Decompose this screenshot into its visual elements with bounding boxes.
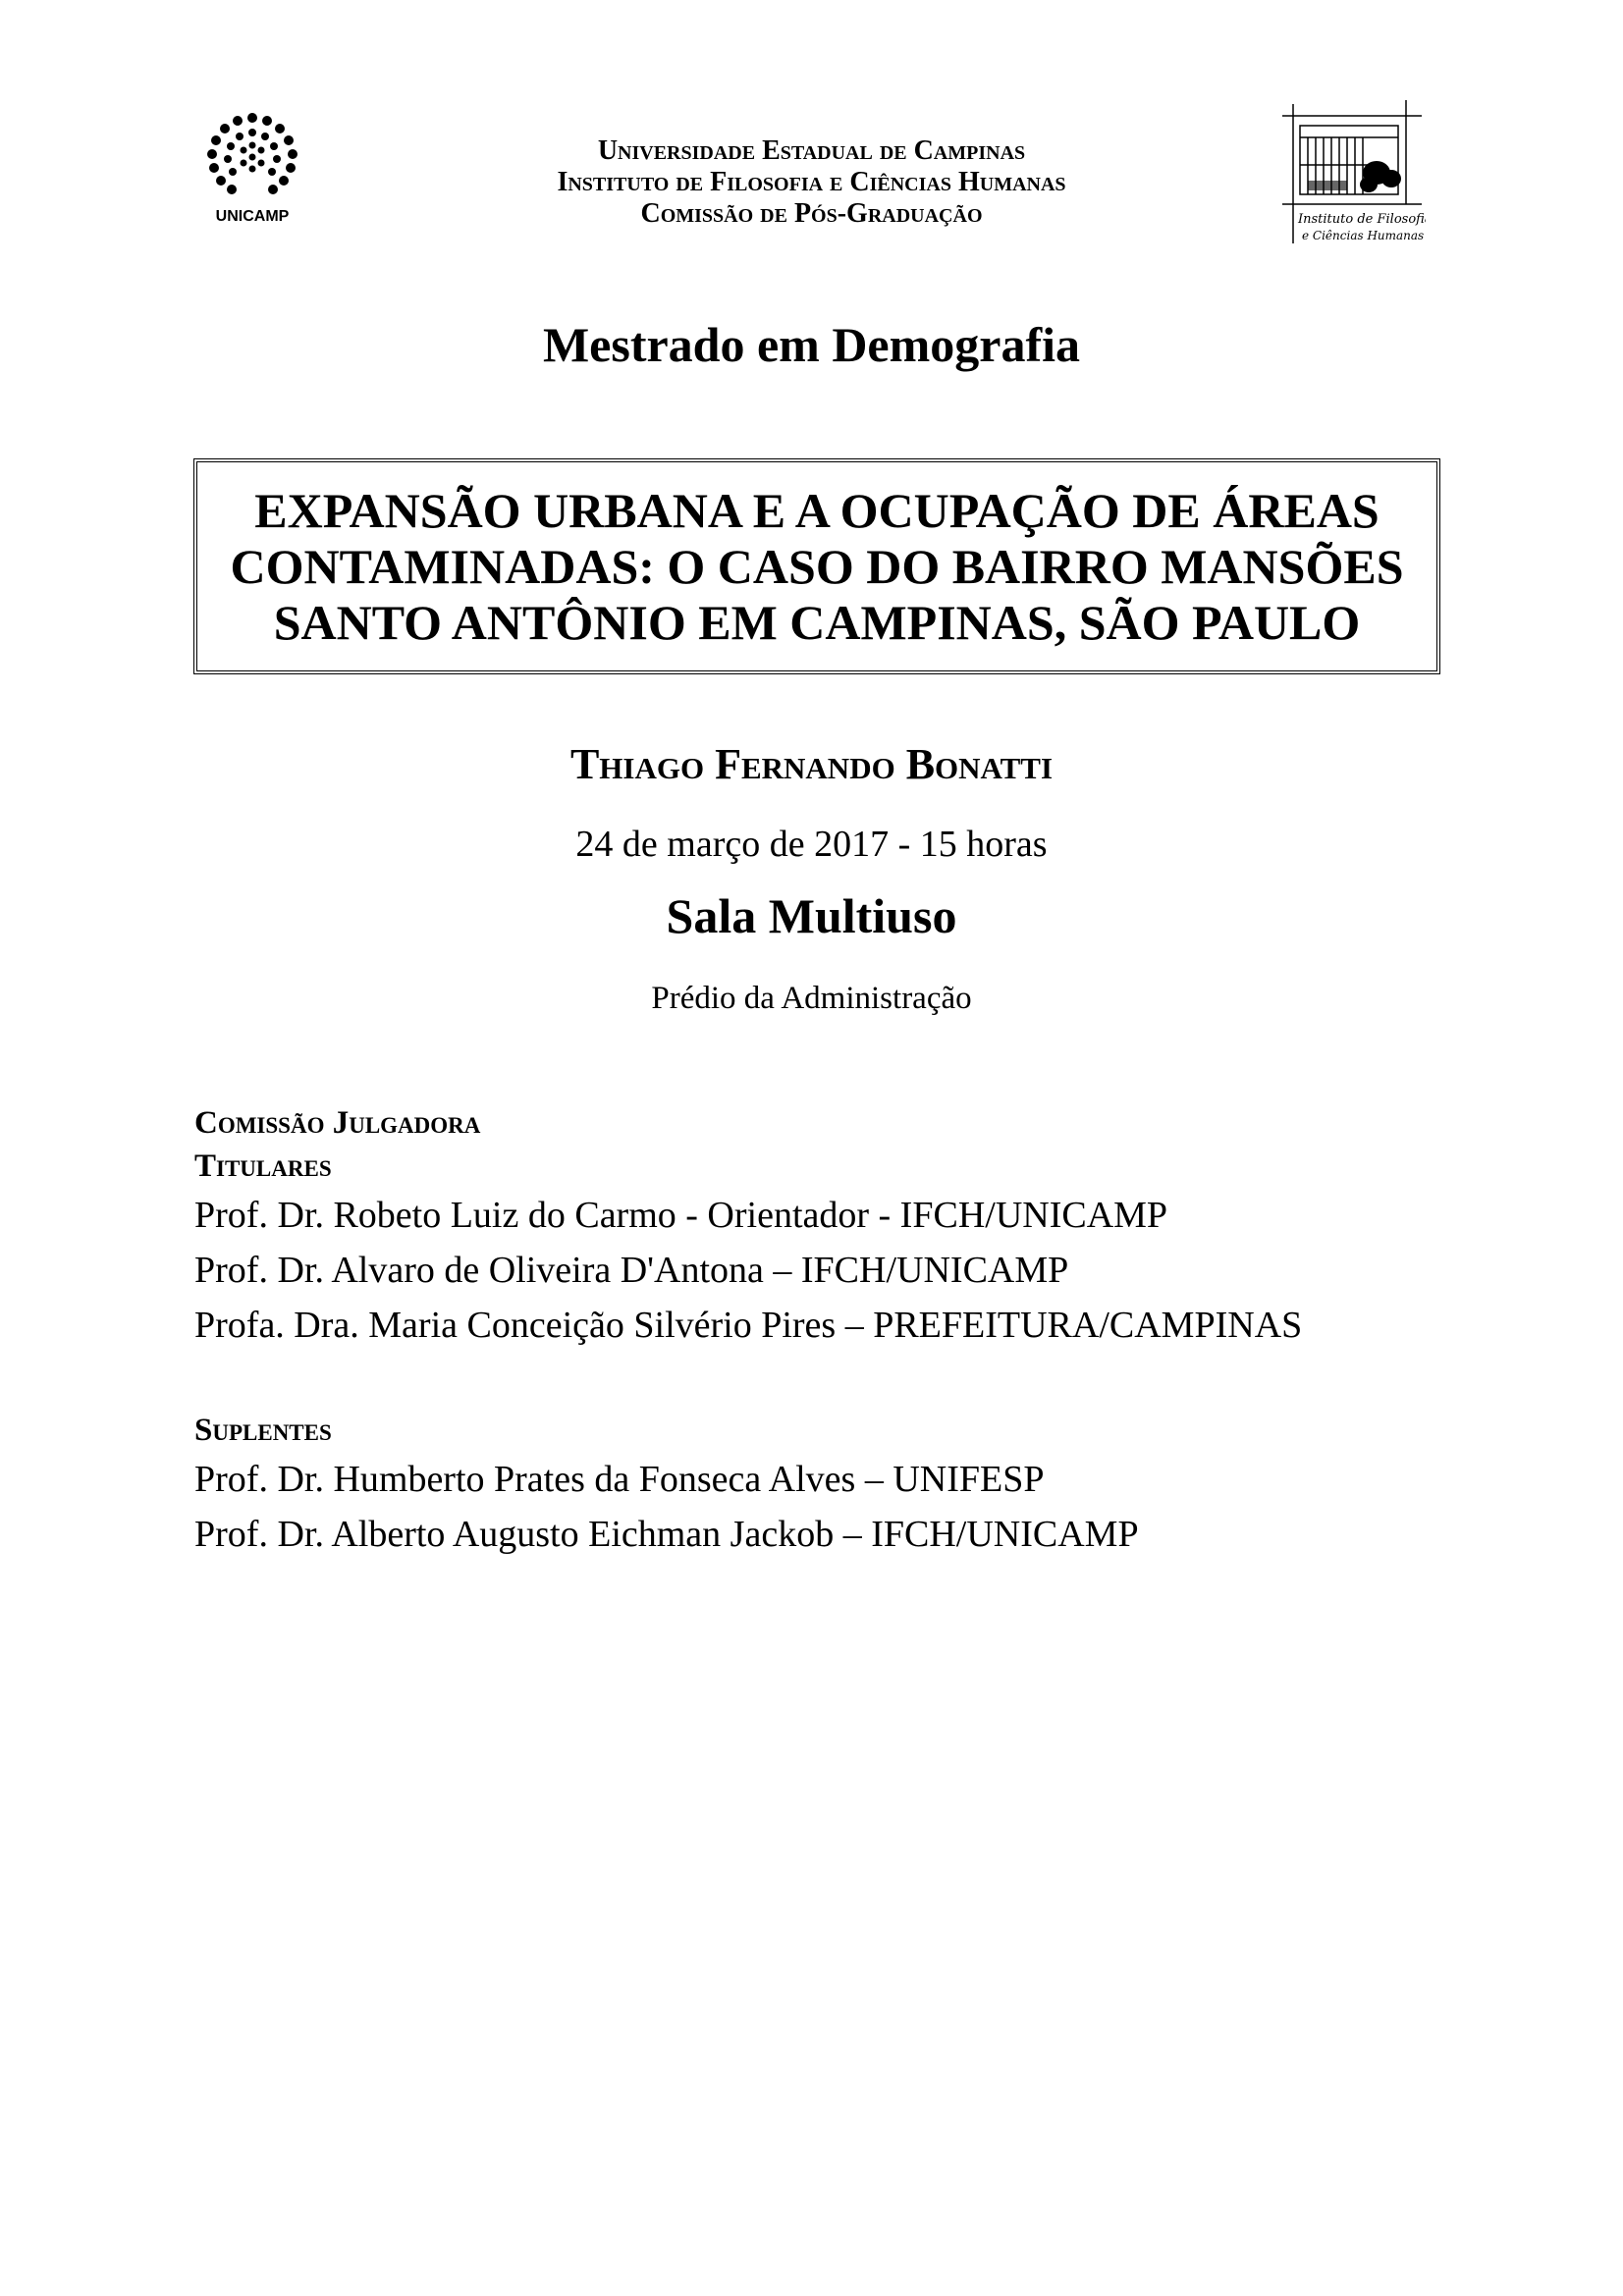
ifch-building-icon <box>1278 96 1426 251</box>
examining-committee <box>194 1101 1471 1562</box>
thesis-title-line: CONTAMINADAS: O CASO DO BAIRRO MANSÕES <box>230 538 1404 594</box>
titular-member: Profa. Dra. Maria Conceição Silvério Pires – PREFEITURA/CAMPINAS <box>194 1305 1303 1346</box>
thesis-title <box>231 483 1404 651</box>
section-spacer <box>194 1353 1471 1409</box>
thesis-title-box <box>193 458 1440 674</box>
university-name: Universidade Estadual de Campinas <box>597 135 1026 166</box>
room-name: Sala Multiuso <box>666 888 957 943</box>
thesis-title-line: SANTO ANTÔNIO EM CAMPINAS, SÃO PAULO <box>273 594 1361 650</box>
commission-name: Comissão de Pós-Graduação <box>640 198 983 229</box>
ifch-logo-text-line1: Instituto de Filosofia <box>1298 212 1426 227</box>
ifch-logo-text-line2: e Ciências Humanas <box>1302 229 1425 242</box>
building-name: Prédio da Administração <box>651 981 972 1016</box>
suplente-member: Prof. Dr. Alberto Augusto Eichman Jackob – IFCH/UNICAMP <box>194 1514 1139 1555</box>
thesis-title-line: EXPANSÃO URBANA E A OCUPAÇÃO DE ÁREAS <box>254 482 1380 538</box>
suplente-member: Prof. Dr. Humberto Prates da Fonseca Alves – UNIFESP <box>194 1459 1045 1500</box>
titular-member: Prof. Dr. Alvaro de Oliveira D'Antona – IFCH/UNICAMP <box>194 1250 1069 1291</box>
committee-heading: Comissão Julgadora <box>194 1105 481 1141</box>
author-name: Thiago Fernando Bonatti <box>569 740 1054 788</box>
suplentes-heading: Suplentes <box>194 1413 332 1448</box>
unicamp-logo <box>196 106 309 229</box>
defense-date-time: 24 de março de 2017 - 15 horas <box>575 824 1048 865</box>
institute-name: Instituto de Filosofia e Ciências Humanas <box>557 167 1066 197</box>
ifch-logo <box>1278 96 1426 251</box>
program-title: Mestrado em Demografia <box>542 317 1081 372</box>
titular-member: Prof. Dr. Robeto Luiz do Carmo - Orientador - IFCH/UNICAMP <box>194 1195 1168 1236</box>
titulares-heading: Titulares <box>194 1148 332 1184</box>
unicamp-emblem-icon <box>196 106 309 229</box>
unicamp-logo-text: UNICAMP <box>215 208 290 225</box>
institution-header <box>393 135 1230 230</box>
